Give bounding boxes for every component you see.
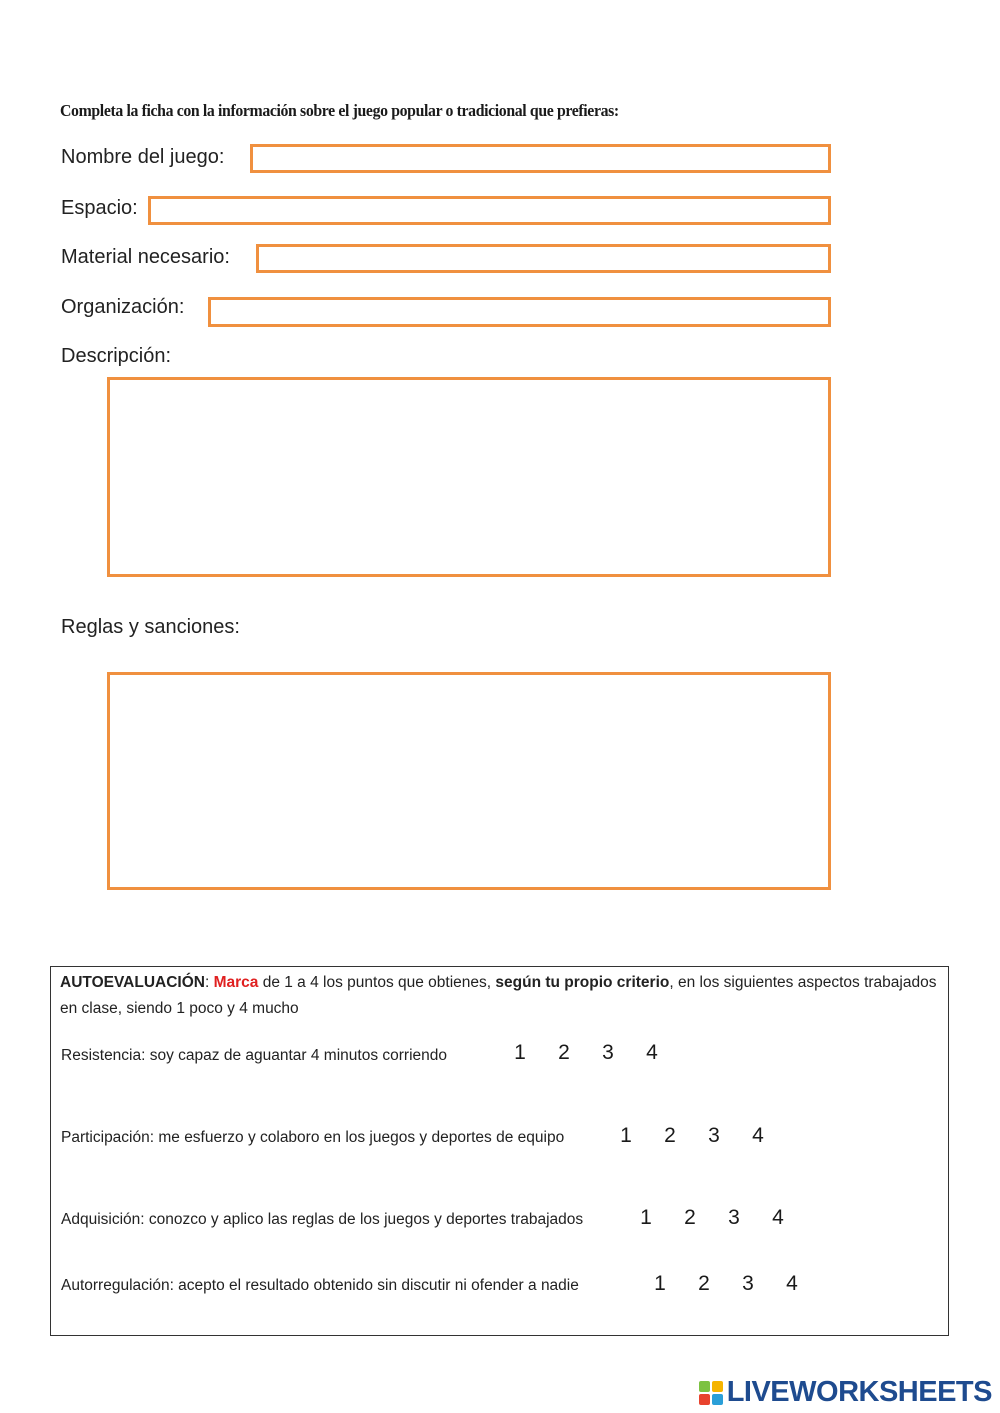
score-option[interactable]: 3 [708,1124,720,1147]
espacio-input[interactable] [148,196,831,225]
reglas-label: Reglas y sanciones: [61,616,240,638]
descripcion-label: Descripción: [61,345,172,367]
score-option[interactable]: 4 [646,1041,658,1064]
score-option[interactable]: 4 [752,1124,764,1147]
nombre-label: Nombre del juego: [61,146,225,168]
intro-text-1: de 1 a 4 los puntos que obtienes, [258,974,496,991]
material-label: Material necesario: [61,246,230,268]
criterion-resistencia-label: Resistencia: soy capaz de aguantar 4 minutos corriendo [61,1047,447,1064]
score-option[interactable]: 1 [514,1041,526,1064]
nombre-input[interactable] [250,144,831,173]
liveworksheets-brand: LIVEWORKSHEETS [726,1376,992,1408]
material-input[interactable] [256,244,831,273]
logo-square [699,1381,710,1392]
score-option[interactable]: 4 [772,1206,784,1229]
worksheet-title: Completa la ficha con la información sobre el juego popular o tradicional que prefieras: [60,101,619,120]
criterion-adquisicion-scores [637,1206,787,1230]
score-option[interactable]: 2 [684,1206,696,1229]
score-option[interactable]: 1 [620,1124,632,1147]
score-option[interactable]: 1 [640,1206,652,1229]
logo-square [712,1394,723,1405]
logo-square [699,1394,710,1405]
criterion-resistencia-scores [511,1041,661,1065]
score-option[interactable]: 2 [558,1041,570,1064]
organizacion-input[interactable] [208,297,831,327]
criterion-participacion-scores [617,1124,767,1148]
criterion-adquisicion-label: Adquisición: conozco y aplico las reglas de los juegos y deportes trabajados [61,1211,584,1228]
liveworksheets-logo [699,1376,992,1409]
intro-text-2: , en los siguientes aspectos trabajados en clase, siendo 1 poco y 4 mucho [60,974,937,1017]
marca-word: Marca [213,974,259,991]
score-option[interactable]: 3 [602,1041,614,1064]
score-option[interactable]: 2 [698,1272,710,1295]
score-option[interactable]: 1 [654,1272,666,1295]
intro-bold-text: según tu propio criterio [495,974,670,991]
descripcion-textarea[interactable] [107,377,831,577]
score-option[interactable]: 3 [742,1272,754,1295]
autoevaluacion-intro [60,970,940,1022]
reglas-textarea[interactable] [107,672,831,890]
organizacion-label: Organización: [61,296,185,318]
criterion-autorregulacion-scores [651,1272,801,1296]
score-option[interactable]: 4 [786,1272,798,1295]
espacio-label: Espacio: [61,197,138,219]
autoevaluacion-heading: AUTOEVALUACIÓN [60,974,205,991]
criterion-autorregulacion-label: Autorregulación: acepto el resultado obtenido sin discutir ni ofender a nadie [61,1277,579,1294]
autoevaluacion-sep: : [204,974,214,991]
score-option[interactable]: 3 [728,1206,740,1229]
score-option[interactable]: 2 [664,1124,676,1147]
logo-square [712,1381,723,1392]
criterion-participacion-label: Participación: me esfuerzo y colaboro en los juegos y deportes de equipo [61,1129,565,1146]
liveworksheets-logo-icon [699,1381,723,1405]
